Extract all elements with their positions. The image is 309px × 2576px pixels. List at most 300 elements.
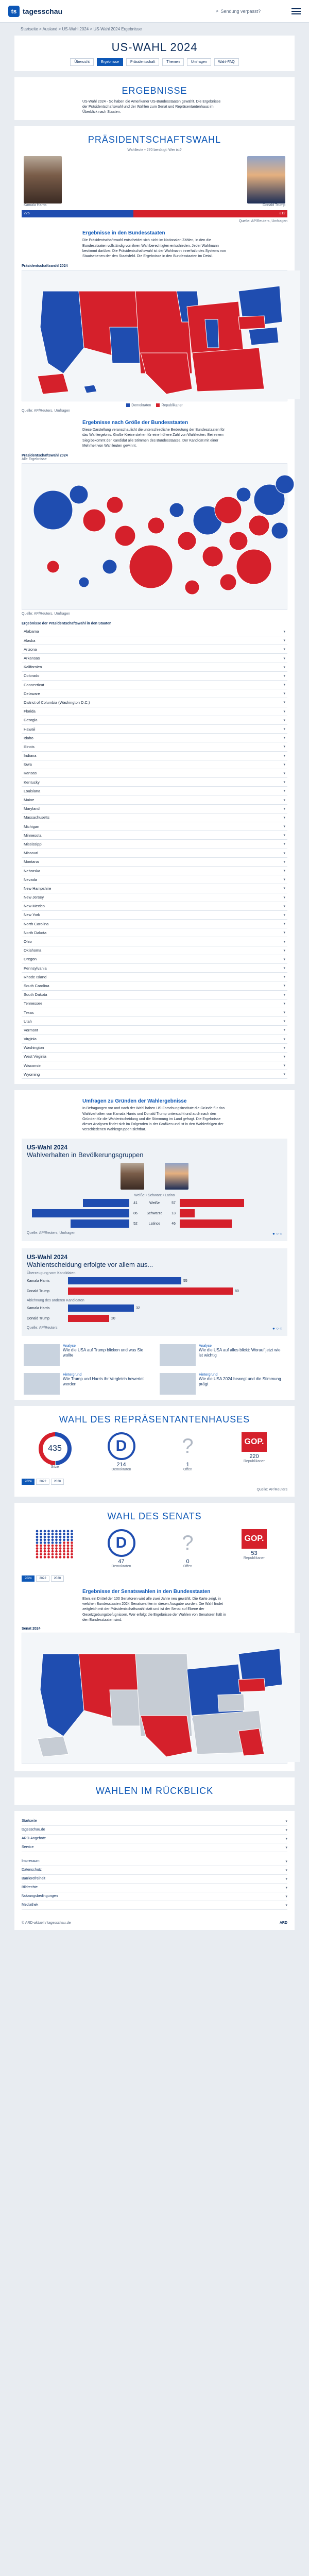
chevron-down-icon: ▾ — [285, 1828, 287, 1832]
map-source: Quelle: AP/Reuters, Umfragen — [22, 409, 71, 413]
tab-2[interactable]: Präsidentschaft — [126, 58, 159, 66]
chevron-down-icon: ▾ — [283, 1011, 285, 1015]
senate-seat-dot — [66, 1530, 69, 1533]
article-tile[interactable] — [160, 1344, 285, 1366]
chevron-down-icon: ▾ — [283, 895, 285, 900]
state-name: Maryland — [24, 806, 40, 811]
senate-seat-dot — [55, 1550, 58, 1553]
footer-link-label: Barrierefreiheit — [22, 1876, 45, 1880]
chevron-down-icon: ▾ — [283, 701, 285, 705]
state-row[interactable] — [22, 716, 287, 725]
chevron-down-icon: ▾ — [283, 754, 285, 758]
state-name: Indiana — [24, 753, 37, 758]
year-option[interactable]: 2024 — [22, 1479, 35, 1485]
chevron-down-icon: ▾ — [283, 674, 285, 678]
chevron-down-icon: ▾ — [283, 993, 285, 997]
article-thumbnail — [160, 1344, 196, 1366]
state-row[interactable] — [22, 752, 287, 760]
tab-bar — [22, 58, 287, 66]
state-row[interactable] — [22, 849, 287, 858]
senate-colorado — [110, 1690, 141, 1726]
state-name: Wyoming — [24, 1072, 40, 1077]
title-card — [14, 36, 295, 71]
year-option[interactable]: 2022 — [36, 1479, 49, 1485]
chart1-bar-dem — [71, 1219, 129, 1228]
footer — [14, 1811, 295, 1916]
chart2-row-label: Donald Trump — [27, 1316, 49, 1320]
states-results-text: Die Präsidentschaftswahl entscheidet sich nicht im Nationalen Zählen, in den die Bundesstaaten vollständig von ihren Wahlberechtigten entschieden. Jeder Wahlmann bestimmt darüber. Die Präsidentschaftswahl ist der Wahlmann innerhalb des Systems von Staatsebenen der den Staatsfeld. Die Ergebnisse in den Bundesstaaten im Detail. — [82, 239, 226, 258]
house-open-num: 1 — [186, 1462, 190, 1468]
senate-seat-dot — [63, 1547, 65, 1550]
senate-seat-dot — [66, 1545, 69, 1547]
map-pennsylvania — [238, 316, 265, 329]
senate-seat-dot — [36, 1539, 38, 1541]
legend-rep: Republikaner — [156, 403, 182, 407]
article-tile[interactable] — [160, 1373, 285, 1395]
state-name: Washington — [24, 1045, 44, 1050]
footer-link[interactable] — [22, 1826, 287, 1835]
senate-seat-dot — [66, 1556, 69, 1558]
senate-seat-dot — [63, 1553, 65, 1556]
state-row[interactable] — [22, 840, 287, 849]
footer-link[interactable] — [22, 1884, 287, 1892]
chart1-bar-rep — [180, 1199, 244, 1207]
senate-rep-num: 53 — [251, 1550, 258, 1557]
senate-seat-dot — [43, 1533, 46, 1535]
senate-seat-dot — [71, 1536, 73, 1538]
state-row[interactable] — [22, 1070, 287, 1079]
state-row[interactable] — [22, 742, 287, 751]
chevron-down-icon: ▾ — [283, 878, 285, 882]
senate-seat-dot — [63, 1556, 65, 1558]
chart1-row — [27, 1219, 282, 1228]
chart1-bar-rep — [180, 1219, 232, 1228]
state-bubble — [276, 475, 294, 494]
article-title: Wie die USA 2024 bewegt und die Stimmung prägt — [199, 1377, 281, 1387]
senate-seat-dot — [43, 1545, 46, 1547]
state-name: Virginia — [24, 1037, 37, 1042]
chart2-rows-a — [27, 1276, 282, 1296]
senate-seat-dot — [59, 1536, 61, 1538]
state-row[interactable] — [22, 1017, 287, 1026]
senate-seat-dot — [55, 1530, 58, 1533]
state-name: Louisiana — [24, 788, 41, 793]
article-tile[interactable] — [24, 1344, 149, 1366]
chart2-bar — [68, 1315, 109, 1322]
senate-seat-dot — [66, 1547, 69, 1550]
chart2-pager[interactable]: ● ○ ○ — [272, 1326, 282, 1331]
tab-3[interactable]: Themen — [162, 58, 184, 66]
senate-seat-dot — [51, 1556, 54, 1558]
state-row[interactable] — [22, 902, 287, 911]
chart2-row-label: Kamala Harris — [27, 1279, 50, 1283]
presidency-source: Quelle: AP/Reuters, Umfragen — [238, 219, 287, 224]
state-name: Oregon — [24, 957, 37, 962]
house-total-num: 435 — [43, 1436, 67, 1461]
state-row[interactable] — [22, 734, 287, 742]
state-row[interactable] — [22, 628, 287, 636]
footer-link[interactable] — [22, 1843, 287, 1852]
senate-seat-dot — [40, 1553, 42, 1556]
senate-seat-dot — [71, 1553, 73, 1556]
map-colorado-nm — [110, 327, 141, 363]
chevron-down-icon: ▾ — [283, 851, 285, 855]
chevron-down-icon: ▾ — [283, 781, 285, 785]
chart2-bar — [68, 1304, 134, 1312]
state-bubble — [215, 497, 242, 523]
chevron-down-icon: ▾ — [283, 727, 285, 732]
senate-seat-dot — [59, 1556, 61, 1558]
state-row[interactable] — [22, 920, 287, 928]
house-open — [167, 1432, 209, 1471]
senate-seat-dot — [59, 1541, 61, 1544]
tab-5[interactable]: Wahl-FAQ — [214, 58, 239, 66]
state-row[interactable] — [22, 778, 287, 787]
state-name: New Hampshire — [24, 886, 52, 891]
motives-title: Umfragen zu Gründen der Wahlergebnisse — [82, 1098, 187, 1105]
senate-seat-dot — [40, 1539, 42, 1541]
chart2-val: 80 — [235, 1289, 239, 1293]
article-tile[interactable] — [24, 1373, 149, 1395]
state-name: New Mexico — [24, 904, 45, 909]
state-row[interactable] — [22, 654, 287, 663]
chart1-left-val: 52 — [133, 1222, 138, 1226]
chevron-down-icon: ▾ — [283, 940, 285, 944]
tab-0[interactable]: Übersicht — [70, 58, 94, 66]
year-option[interactable]: 2024 — [22, 1575, 35, 1582]
house-ring — [39, 1432, 72, 1465]
state-bubble — [70, 485, 88, 504]
chevron-down-icon: ▾ — [283, 834, 285, 838]
state-name: Kansas — [24, 771, 37, 776]
brand-logo[interactable] — [8, 6, 62, 17]
state-name: Kentucky — [24, 779, 40, 785]
senate-rep — [234, 1529, 275, 1560]
presidency-title: PRÄSIDENTSCHAFTSWAHL — [88, 134, 221, 145]
state-row[interactable] — [22, 964, 287, 973]
chart1-source: Quelle: AP/Reuters, Umfragen — [27, 1231, 76, 1235]
senate-seat-dot — [47, 1556, 50, 1558]
results-title: ERGEBNISSE — [122, 86, 187, 96]
house-title: WAHL DES REPRÄSENTANTENHAUSES — [59, 1414, 250, 1425]
chart2-source: Quelle: AP/Reuters — [27, 1326, 58, 1330]
chart1-bar-rep — [180, 1209, 195, 1217]
chevron-down-icon: ▾ — [283, 648, 285, 652]
state-row[interactable] — [22, 875, 287, 884]
bubble-map-label: Präsidentschaftswahl 2024 — [22, 453, 68, 457]
chart1-bar-dem — [32, 1209, 129, 1217]
state-row[interactable] — [22, 1035, 287, 1044]
senate-seat-dot — [63, 1545, 65, 1547]
chart2-bar — [68, 1277, 181, 1284]
state-row[interactable] — [22, 681, 287, 689]
state-row[interactable] — [22, 1008, 287, 1017]
breadcrumb[interactable]: Startseite > Ausland > US-Wahl 2024 > US-Wahl 2024 Ergebnisse — [21, 27, 142, 31]
map-hawaii — [84, 385, 97, 393]
state-list-title: Ergebnisse der Präsidentschaftswahl in den Staaten — [22, 621, 112, 625]
state-name: Vermont — [24, 1027, 38, 1032]
state-row[interactable] — [22, 946, 287, 955]
senate-seat-dot — [36, 1536, 38, 1538]
state-name: Kalifornien — [24, 665, 42, 670]
house-total — [35, 1432, 76, 1469]
map-south — [192, 348, 264, 392]
senate-seat-dot — [36, 1545, 38, 1547]
chevron-down-icon: ▾ — [285, 1845, 287, 1850]
state-name: Montana — [24, 859, 39, 865]
state-name: North Dakota — [24, 930, 47, 935]
senate-seat-dot — [43, 1530, 46, 1533]
senate-seat-dot — [63, 1539, 65, 1541]
state-name: North Carolina — [24, 921, 49, 926]
harris-photo — [24, 156, 62, 204]
state-row[interactable] — [22, 1044, 287, 1053]
footer-link[interactable] — [22, 1892, 287, 1901]
candidates-row — [22, 152, 287, 209]
chart1-pager[interactable]: ● ○ ○ — [272, 1231, 282, 1236]
bubble-map[interactable] — [22, 463, 287, 610]
chevron-down-icon: ▾ — [283, 1028, 285, 1032]
state-row[interactable] — [22, 707, 287, 716]
state-row[interactable] — [22, 858, 287, 867]
tab-4[interactable]: Umfragen — [187, 58, 211, 66]
chevron-down-icon: ▾ — [283, 975, 285, 979]
senate-seat-dot — [43, 1550, 46, 1553]
chart1-title: Wahlverhalten in Bevölkerungsgruppen — [27, 1151, 144, 1159]
state-row[interactable] — [22, 1061, 287, 1070]
state-name: Utah — [24, 1019, 32, 1024]
state-row[interactable] — [22, 973, 287, 981]
chart1-footer — [27, 1231, 282, 1236]
chart2-val: 20 — [111, 1316, 115, 1320]
state-row[interactable] — [22, 698, 287, 707]
senate-us-map[interactable] — [22, 1633, 287, 1764]
state-row[interactable] — [22, 981, 287, 990]
chevron-down-icon: ▾ — [283, 922, 285, 926]
state-row[interactable] — [22, 814, 287, 822]
map-virginia — [249, 327, 279, 345]
article-kicker: Hintergrund — [199, 1373, 218, 1377]
senate-seat-dot — [55, 1539, 58, 1541]
chevron-down-icon: ▾ — [283, 692, 285, 696]
state-row[interactable] — [22, 1053, 287, 1061]
article-title: Wie die USA auf alles blickt: Worauf jetzt wie ist wichtig — [199, 1348, 281, 1358]
candidate-right — [247, 156, 285, 207]
page-title: US-WAHL 2024 — [111, 41, 198, 54]
senate-seat-dot — [55, 1536, 58, 1538]
state-row[interactable] — [22, 822, 287, 831]
state-row[interactable] — [22, 760, 287, 769]
state-row[interactable] — [22, 911, 287, 920]
house-dem — [101, 1432, 142, 1471]
senate-seat-dot — [43, 1553, 46, 1556]
senate-seat-dot — [47, 1550, 50, 1553]
bubble-map-sub: Alle Ergebnisse — [22, 457, 47, 461]
article-title: Wie die USA auf Trump blicken und was Sie wollte — [63, 1348, 144, 1358]
senate-seat-dot — [71, 1547, 73, 1550]
presidency-subtitle: Wahlleute • 270 benötigt: Wer ist? — [127, 148, 182, 152]
state-row[interactable] — [22, 955, 287, 964]
state-row[interactable] — [22, 1026, 287, 1035]
senate-seat-dot — [40, 1530, 42, 1533]
chart1-row — [27, 1198, 282, 1208]
state-row[interactable] — [22, 769, 287, 778]
house-card — [14, 1406, 295, 1497]
state-row[interactable] — [22, 999, 287, 1008]
state-bubble — [202, 546, 223, 567]
electoral-bar-rep — [133, 210, 287, 217]
footer-link[interactable] — [22, 1817, 287, 1826]
state-row[interactable] — [22, 928, 287, 937]
house-rep — [234, 1432, 275, 1463]
footer-link[interactable] — [22, 1866, 287, 1875]
chevron-down-icon: ▾ — [283, 913, 285, 917]
house-year-options — [22, 1479, 287, 1485]
motives-card — [14, 1090, 295, 1400]
chevron-down-icon: ▾ — [283, 665, 285, 669]
chevron-down-icon: ▾ — [283, 798, 285, 802]
state-row[interactable] — [22, 636, 287, 645]
president-map-svg — [22, 270, 300, 399]
map-legend — [22, 403, 287, 407]
state-list — [22, 628, 287, 1079]
chevron-down-icon: ▾ — [283, 816, 285, 820]
state-row[interactable] — [22, 831, 287, 840]
state-row[interactable] — [22, 663, 287, 672]
state-name: West Virginia — [24, 1054, 46, 1059]
state-row[interactable] — [22, 991, 287, 999]
footer-link[interactable] — [22, 1835, 287, 1843]
chevron-down-icon: ▾ — [283, 904, 285, 908]
senate-rep-label: Republikaner — [243, 1556, 265, 1561]
chevron-down-icon: ▾ — [283, 1020, 285, 1024]
footer-links — [22, 1817, 287, 1852]
state-row[interactable] — [22, 787, 287, 795]
senate-seat-dot — [36, 1541, 38, 1544]
senate-seat-dot — [40, 1545, 42, 1547]
chevron-down-icon: ▾ — [283, 789, 285, 793]
senate-gop-logo-icon: GOP. — [242, 1529, 267, 1549]
senate-seat-dot — [59, 1547, 61, 1550]
state-row[interactable] — [22, 805, 287, 814]
footer-link[interactable] — [22, 1857, 287, 1866]
state-name: Georgia — [24, 718, 38, 723]
year-option[interactable]: 2020 — [51, 1575, 64, 1582]
state-row[interactable] — [22, 937, 287, 946]
president-us-map[interactable] — [22, 270, 287, 401]
footer-link[interactable] — [22, 1901, 287, 1910]
state-name: Massachusetts — [24, 815, 50, 820]
chevron-down-icon: ▾ — [285, 1819, 287, 1823]
chevron-down-icon: ▾ — [283, 1046, 285, 1050]
state-row[interactable] — [22, 867, 287, 875]
footer-link-label: Nutzungsbedingungen — [22, 1894, 58, 1898]
chart1-row-label: Schwarze — [146, 1211, 163, 1215]
chevron-down-icon: ▾ — [283, 931, 285, 935]
state-row[interactable] — [22, 672, 287, 681]
state-row[interactable] — [22, 725, 287, 734]
chart1-kicker: US-Wahl 2024 — [27, 1144, 67, 1151]
state-bubble — [236, 487, 251, 502]
ard-logo[interactable]: ARD — [279, 1921, 287, 1925]
tab-1[interactable]: Ergebnisse — [97, 58, 123, 66]
chevron-down-icon: ▾ — [285, 1886, 287, 1890]
chart1-photos — [27, 1163, 282, 1190]
chart2-row — [27, 1276, 282, 1285]
state-row[interactable] — [22, 884, 287, 893]
senate-seat-dot — [55, 1533, 58, 1535]
state-row[interactable] — [22, 795, 287, 804]
state-name: Connecticut — [24, 682, 44, 687]
state-name: Florida — [24, 709, 36, 714]
state-bubble — [229, 532, 248, 550]
article-title: Wie Trump und Harris ihr Vergleich bewertet werden — [63, 1377, 144, 1387]
senate-seat-dot — [47, 1536, 50, 1538]
state-name: Iowa — [24, 762, 32, 767]
article-kicker: Hintergrund — [63, 1373, 82, 1377]
logo-icon: ts — [8, 6, 20, 17]
senate-kentucky — [218, 1694, 245, 1711]
senate-seat-dot — [63, 1530, 65, 1533]
state-name: Missouri — [24, 851, 38, 856]
state-bubble — [236, 549, 271, 584]
chevron-down-icon: ▾ — [285, 1868, 287, 1872]
senate-dots — [35, 1529, 76, 1560]
senate-seat-dot — [66, 1541, 69, 1544]
year-option[interactable]: 2020 — [51, 1479, 64, 1485]
senate-seat-dot — [47, 1553, 50, 1556]
senate-seat-dot — [71, 1539, 73, 1541]
state-name: Hawaii — [24, 726, 36, 732]
senate-open-label: Offen — [183, 1565, 192, 1569]
chart1-sub: Weiße • Schwarz • Latino — [134, 1194, 175, 1198]
gop-logo-icon: GOP. — [242, 1432, 267, 1452]
state-name: Pennsylvania — [24, 965, 47, 971]
state-row[interactable] — [22, 893, 287, 902]
dem-votes: 226 — [24, 212, 30, 216]
senate-seat-dot — [40, 1533, 42, 1535]
state-row[interactable] — [22, 689, 287, 698]
header-missed-link[interactable] — [216, 8, 261, 14]
state-bubble — [83, 509, 106, 532]
senate-seat-dot — [36, 1530, 38, 1533]
results-card — [14, 77, 295, 120]
senate-dem — [101, 1529, 142, 1568]
menu-icon[interactable] — [291, 8, 301, 14]
senate-states-text: Etwa ein Drittel der 100 Senatoren wird alle zwei Jahre neu gewählt. Die Karte zeigt, in welchen Bundesstaaten 2024 Senatswahlen in diesen Ausgabe wurden. Die Wahl findet zeitgleich mit der Präsidentschaftswahl statt und ist der Senat auf Ebene der Gesetzgebungsbefugnissen. Wer erfolgt die Ergebnisse der Wahlen von Senatoren hält in den Bundesstaaten sind. — [82, 1597, 226, 1622]
senate-states-title: Ergebnisse der Senatswahlen in den Bundesstaaten — [82, 1589, 211, 1595]
chevron-down-icon: ▾ — [283, 718, 285, 722]
state-name: Idaho — [24, 735, 33, 740]
footer-link-label: Bildrechte — [22, 1885, 38, 1889]
footer-link[interactable] — [22, 1875, 287, 1884]
senate-seat-dot — [71, 1533, 73, 1535]
senate-seat-dot — [51, 1553, 54, 1556]
states-results-title: Ergebnisse in den Bundesstaaten — [82, 230, 165, 236]
house-rep-label: Republikaner — [243, 1460, 265, 1464]
harris-name: Kamala Harris — [24, 204, 47, 208]
state-name: Nevada — [24, 877, 37, 882]
state-bubble — [33, 490, 73, 530]
state-name: South Carolina — [24, 983, 49, 988]
chevron-down-icon: ▾ — [283, 745, 285, 749]
chart1-right-val: 57 — [171, 1201, 176, 1205]
state-row[interactable] — [22, 645, 287, 654]
senate-seat-dot — [55, 1553, 58, 1556]
senate-seat-dot — [55, 1541, 58, 1544]
year-option[interactable]: 2022 — [36, 1575, 49, 1582]
header-missed-label: Sendung verpasst? — [220, 8, 261, 14]
